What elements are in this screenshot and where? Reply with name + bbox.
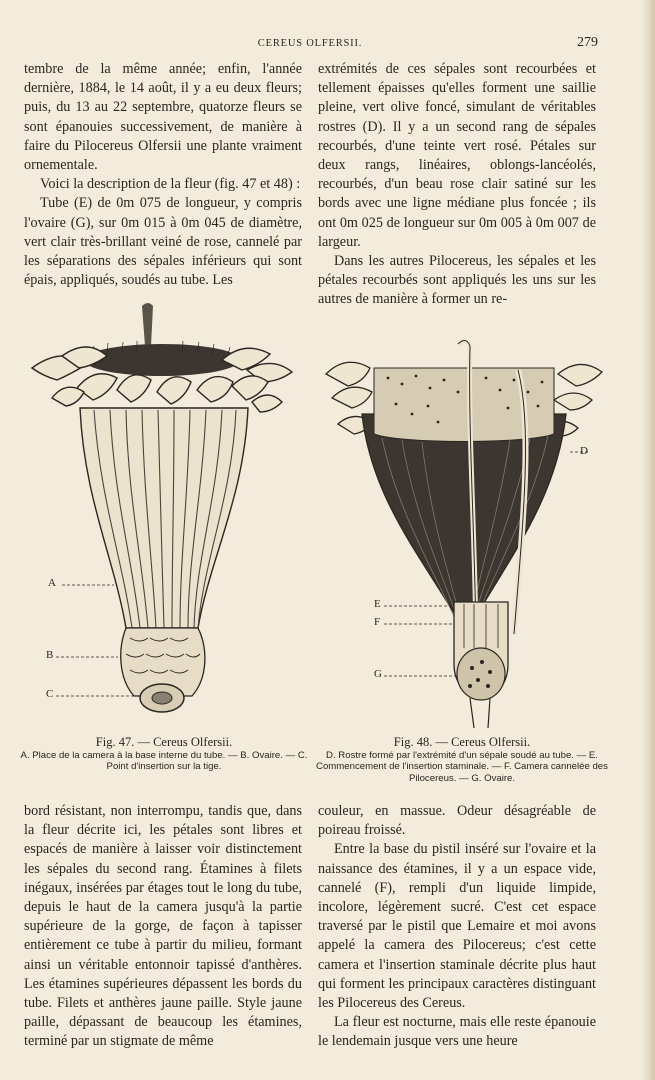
figure-47-caption xyxy=(14,735,314,773)
figure-48-legend: D. Rostre formé par l'extrémité d'un sépale soudé au tube. — E. Commencement de l'insertion staminale. — F. Camera cannelée des Pilocereus. — G. Ovaire. xyxy=(316,750,608,784)
paragraph: Tube (E) de 0m 075 de longueur, y compris l'ovaire (G), sur 0m 015 à 0m 045 de diamètre, vert clair très-brillant veiné de rose, cannelé par les séparations des sépales inférieurs qui sont épais, appliqués, soudés au tube. Les xyxy=(24,195,302,289)
paragraph: couleur, en massue. Odeur désagréable de poireau froissé. xyxy=(318,803,596,839)
paragraph: Voici la description de la fleur (fig. 47 et 48) : xyxy=(40,176,301,193)
paragraph: bord résistant, non interrompu, tandis que, dans la fleur décrite ici, les pétales sont libres et espacés de manière à laisser voir distinctement les sépales du second rang. Étamines à filets inégaux, insérées par étages tout le long du tube, depuis le haut de la camera jusqu'à la partie supérieure de la gorge, de façon à tapisser entièrement ce tube à partir du milieu, formant ainsi un véritable entonnoir tapissé d'anthères. Les étamines supérieures dépassent les bords du tube. Filets et anthères jaune paille. Style jaune paille, dépassant de beaucoup les étamines, terminé par un stigmate de même xyxy=(24,803,302,1050)
text-column-bottom-left xyxy=(24,802,302,1052)
page-edge-shadow xyxy=(641,0,655,1080)
figure-label-b: B xyxy=(46,649,54,661)
figure-label-f: F xyxy=(374,616,381,628)
text-column-bottom-right xyxy=(318,802,596,1052)
figure-47-title: Fig. 47. — Cereus Olfersii. xyxy=(95,735,233,749)
figure-label-d: D xyxy=(580,445,588,457)
figure-48-caption xyxy=(314,735,610,784)
figure-label-e: E xyxy=(374,598,381,610)
figure-47-illustration xyxy=(22,298,302,728)
figure-label-g: G xyxy=(374,668,382,680)
figure-48-illustration xyxy=(318,334,614,728)
figure-label-a: A xyxy=(48,577,56,589)
paragraph: extrémités de ces sépales sont recourbées et tellement épaisses qu'elles forment une saillie pleine, vert olive foncé, simulant de véritables rostres (D). Il y a un second rang de sépales recourbés, d'une teinte vert rosé. Pétales sur deux rangs, linéaires, oblongs-lancéolés, recourbés, d'un beau rose clair satiné sur les bords avec une ligne médiane plus foncée ; ils ont 0m 025 de longueur sur 0m 005 à 0m 007 de largeur. xyxy=(318,61,596,250)
text-column-top-left xyxy=(24,60,302,290)
page-number: 279 xyxy=(577,35,598,50)
paragraph: Entre la base du pistil inséré sur l'ovaire et la naissance des étamines, il y a un espace vide, cannelé (F), rempli d'un liquide limpide, incolore, légèrement sucré. C'est cet espace traversé par le pistil que Lemaire et moi avons appelé la camera des Pilocereus; c'est cette camera et l'insertion staminale décrite plus haut qui forment les principaux caractères distinguant les Pilocereus des Cereus. xyxy=(318,841,596,1012)
paragraph: tembre de la même année; enfin, l'année dernière, 1884, le 14 août, il y a eu deux fleurs; puis, du 13 au 22 septembre, quatorze fleurs se sont épanouies successivement, de manière à faire du Pilocereus Olfersii une plante vraiment ornementale. xyxy=(24,61,302,174)
figure-47-legend: A. Place de la camera à la base interne du tube. — B. Ovaire. — C. Point d'insertion sur la tige. xyxy=(20,750,308,773)
figure-48-title: Fig. 48. — Cereus Olfersii. xyxy=(393,735,531,749)
text-column-top-right xyxy=(318,60,596,310)
paragraph: La fleur est nocturne, mais elle reste épanouie le lendemain jusque vers une heure xyxy=(318,1014,596,1050)
running-title: CEREUS OLFERSII. xyxy=(257,38,363,49)
figure-label-c: C xyxy=(46,688,54,700)
paragraph: Dans les autres Pilocereus, les sépales et les pétales recourbés sont appliqués les uns sur les autres de manière à former un re- xyxy=(318,253,596,308)
